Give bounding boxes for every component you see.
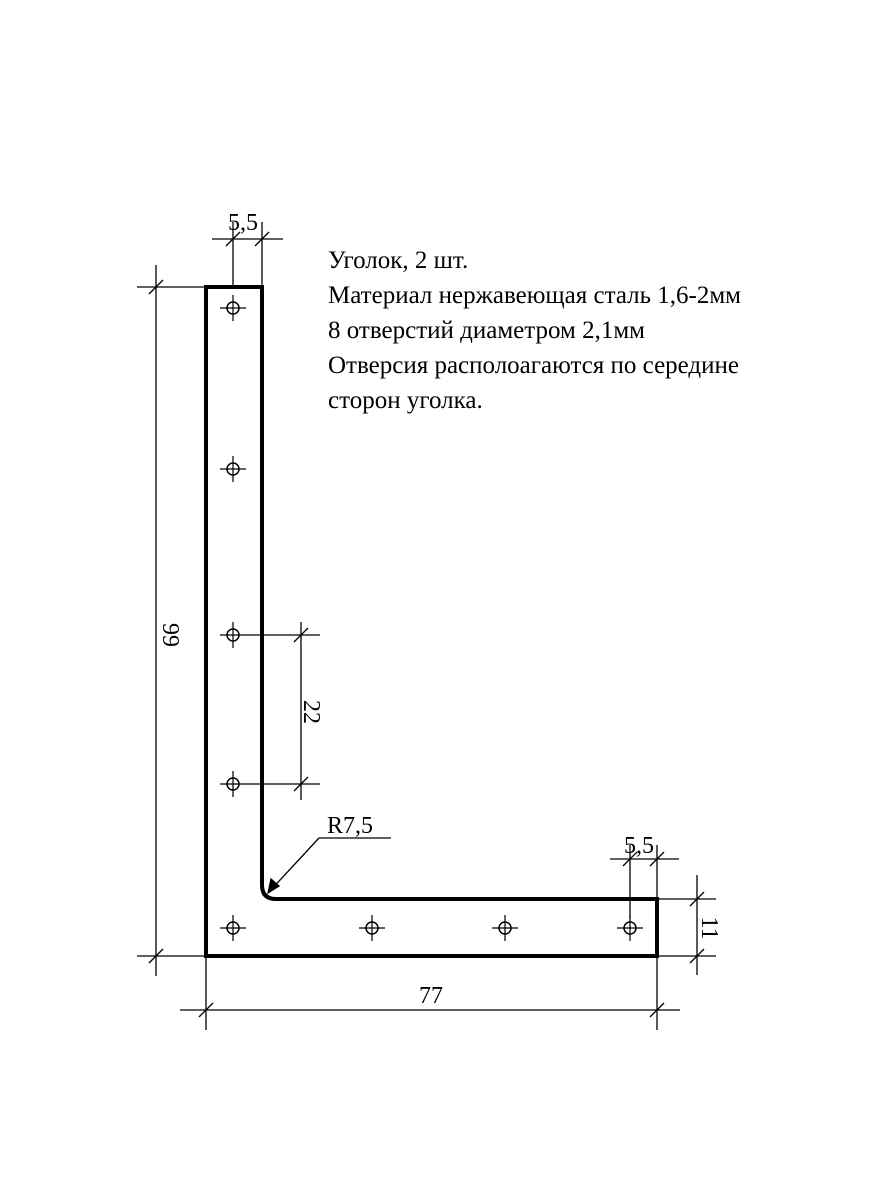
note-line-2: Материал нержавеющая сталь 1,6-2мм <box>328 282 741 309</box>
note-line-1: Уголок, 2 шт. <box>328 247 469 274</box>
hole-3 <box>220 622 246 648</box>
hole-2 <box>220 456 246 482</box>
note-line-4: Отверсия располоагаются по середине <box>328 352 740 379</box>
dim-right-offset-label: 5,5 <box>624 833 654 859</box>
hole-7 <box>492 915 518 941</box>
hole-8 <box>617 915 643 941</box>
drawing-notes <box>328 243 741 418</box>
dim-top-offset-label: 5,5 <box>228 210 258 236</box>
dim-height <box>137 265 206 976</box>
hole-5 <box>220 915 246 941</box>
note-line-3: 8 отверстий диаметром 2,1мм <box>328 317 645 344</box>
note-line-5: сторон уголка. <box>328 387 483 414</box>
dim-radius-leader <box>268 838 391 893</box>
hole-4 <box>220 771 246 797</box>
hole-1 <box>220 295 246 321</box>
dim-thickness-label: 11 <box>696 916 722 940</box>
dim-hole-spacing-label: 22 <box>298 700 324 724</box>
dim-height-label: 99 <box>157 623 183 647</box>
dim-radius-label: R7,5 <box>327 813 374 839</box>
hole-6 <box>359 915 385 941</box>
dim-length-label: 77 <box>419 983 443 1009</box>
